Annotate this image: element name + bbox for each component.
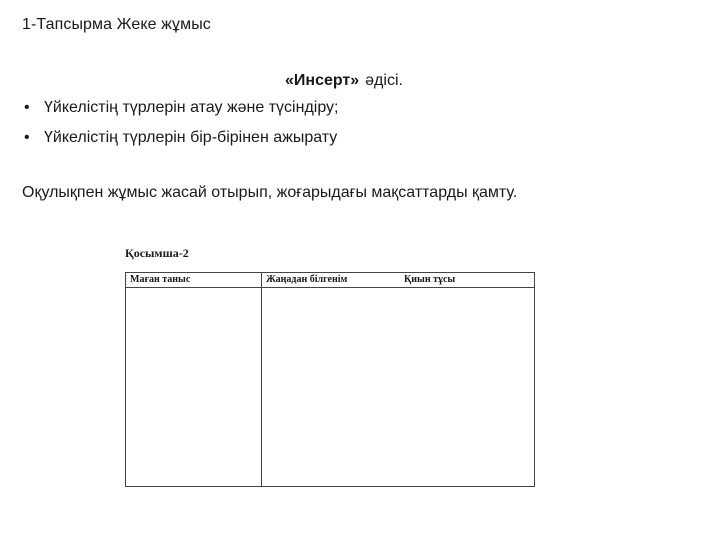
task-title: 1-Тапсырма Жеке жұмыс (22, 16, 211, 33)
insert-table (125, 272, 535, 487)
objective-item: • Үйкелістің түрлерін атау және түсіндіру; (22, 98, 339, 128)
table-header-row (126, 273, 534, 288)
objective-item: • Үйкелістің түрлерін бір-бірінен ажырату (22, 128, 339, 158)
method-name: «Инсерт» (285, 72, 360, 89)
method-suffix: әдісі. (365, 72, 403, 89)
table-column-divider (261, 273, 262, 486)
appendix-label: Қосымша-2 (125, 246, 189, 260)
table-header-known: Маған таныс (130, 274, 191, 285)
instruction-text: Оқулықпен жұмыс жасай отырып, жоғарыдағы мақсаттарды қамту. (22, 184, 518, 201)
table-header-difficult: Қиын тұсы (404, 274, 456, 285)
table-header-new: Жаңадан білгенім (266, 274, 348, 285)
objectives-list (22, 98, 339, 158)
